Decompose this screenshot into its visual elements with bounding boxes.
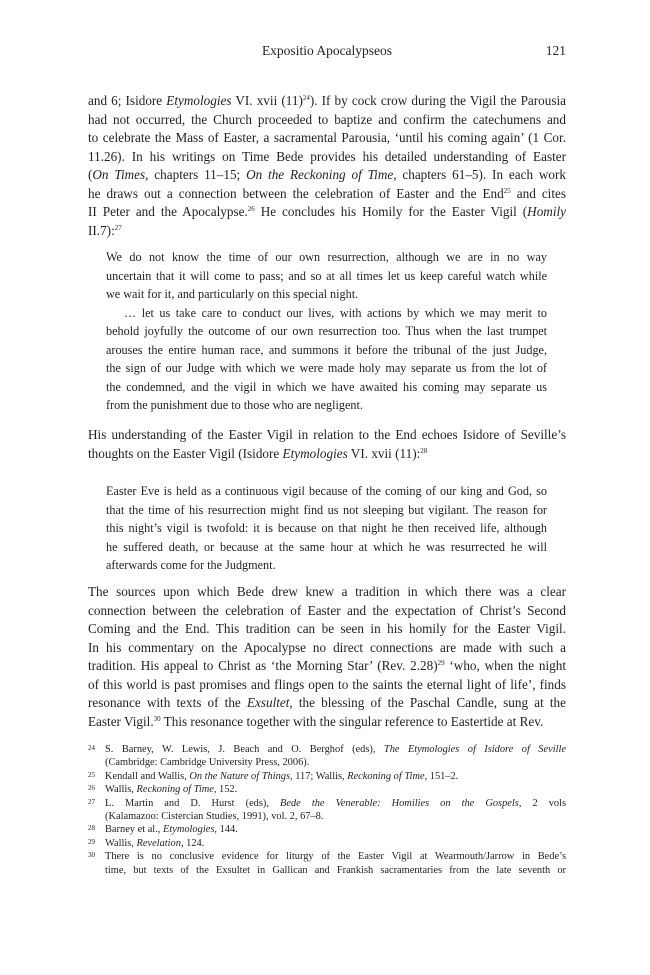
text-line: His understanding of the Easter Vigil in relation to the End echoes Isidore of Seville’s (88, 427, 566, 442)
footnote (88, 850, 566, 877)
text-line: this night’s vigil is twofold: it is because on that night he then received life, although (106, 521, 547, 535)
footnote-text (105, 797, 566, 824)
page-number: 121 (545, 43, 566, 58)
text-line: and 6; Isidore Etymologies VI. xvii $(11)^{24}$). If by cock crow during the Vigil the Parousia (88, 93, 567, 108)
text-line: II.7):$^{27}$ (88, 222, 122, 238)
footnote-number: 25 (88, 770, 95, 779)
footnote-text (105, 837, 566, 850)
text-line: (On Times, chapters 11–15; On the Reckoning of Time, chapters 61–5). In each work (88, 167, 566, 182)
footnote-number: 24 (88, 744, 95, 752)
text-line: Easter Vigil.$^{30}$ This resonance together with the singular reference to Eastertide at Rev. (88, 713, 544, 729)
footnote (88, 770, 566, 783)
text-line: Barney et al., Etymologies, 144. (105, 824, 238, 836)
italic-title: Etymologies (166, 93, 232, 108)
italic-title: Revelation (136, 837, 181, 849)
text-line: Coming and the End. This tradition can be seen in his homily for the Easter Vigil. (88, 621, 566, 636)
text-line: (Cambridge: Cambridge University Press, 2006). (105, 757, 310, 769)
footnote (88, 837, 566, 850)
footnote (88, 823, 566, 836)
footnote-ref[interactable]: 30 (153, 714, 161, 723)
italic-title: Bede the Venerable: Homilies on the Gospels (280, 797, 519, 809)
text-line: arouses the entire human race, and summons it before the tribunal of the just Judge, (106, 342, 547, 357)
footnote-text (105, 743, 566, 770)
italic-title: Etymologies (163, 824, 215, 836)
footnote-number: 26 (88, 784, 95, 793)
footnote (88, 743, 566, 770)
footnote-ref[interactable]: 29 (437, 659, 445, 667)
italic-title: On the Reckoning of Time (246, 167, 394, 182)
text-line: afterwards come for the Judgment. (106, 558, 276, 572)
footnote-text (105, 770, 566, 783)
running-header (88, 43, 566, 63)
footnote-number: 28 (88, 824, 95, 833)
text-line: Wallis, Revelation, 124. (105, 837, 205, 849)
italic-title: The Etymologies of Isidore of Seville (383, 744, 566, 755)
block-quote-isidore (106, 482, 547, 575)
footnote-number: 29 (88, 837, 95, 846)
text-line: had not occurred, the Church proceeded to baptize and confirm the catechumens and (88, 111, 566, 127)
body-paragraph-1 (88, 92, 566, 240)
text-line: L. Martin and D. Hurst (eds), Bede the Venerable: Homilies on the Gospels, 2 vols (105, 797, 567, 809)
text-line: time, but texts of the Exsultet in Gallican and Frankish sacramentaries from the late seventh or (105, 864, 566, 876)
footnote-ref[interactable]: 24 (302, 94, 310, 102)
italic-title: Exsultet (246, 695, 290, 710)
body-paragraph-3 (88, 583, 566, 731)
text-line: he suffered death, or because at the same hour at which he was resurrected he will (106, 539, 547, 554)
italic-title: Reckoning of Time (136, 784, 214, 796)
italic-title: Etymologies (282, 445, 348, 461)
footnote-ref[interactable]: 25 (503, 186, 511, 195)
text-line: Easter Eve is held as a continuous vigil because of the coming of our king and God, so (106, 484, 547, 498)
footnote-text (105, 850, 566, 877)
running-title: Expositio Apocalypseos (261, 43, 393, 58)
footnote-number: 30 (88, 851, 95, 860)
text-line: thoughts on the Easter Vigil (Isidore Etymologies VI. xvii (11):$^{28}$ (88, 445, 428, 461)
block-quote-homily (106, 248, 547, 415)
footnote (88, 783, 566, 796)
italic-title: Homily (527, 204, 566, 219)
text-line: we wait for it, and particularly on this special night. (106, 287, 359, 301)
footnote-text (105, 783, 566, 796)
body-paragraph-2 (88, 426, 566, 463)
text-line: connection between the celebration of Easter and the expectation of Christ’s Second (88, 602, 566, 618)
italic-title: On the Nature of Things (189, 770, 291, 782)
text-line: the sign of our Judge with which we were made holy may separate us from the lot of (106, 361, 547, 375)
italic-title: Reckoning of Time (347, 770, 425, 782)
text-line: from the punishment due to those who are negligent. (106, 398, 363, 412)
text-line: the condemned, and the vigil in which we have awaited his coming may separate us (106, 379, 547, 394)
footnote-ref[interactable]: 26 (247, 205, 255, 213)
text-line: to celebrate the Mass of Easter, a sacramental Parousia, ‘until his coming again’ (1 Cor. (88, 130, 566, 145)
text-line: There is no conclusive evidence for liturgy of the Easter Vigil at Wearmouth/Jarrow in Bede’s (105, 851, 566, 863)
text-line: S. Barney, W. Lewis, J. Beach and O. Berghof (eds), The Etymologies of Isidore of Seville (105, 744, 566, 755)
text-line: Wallis, Reckoning of Time, 152. (105, 784, 238, 796)
text-line: We do not know the time of our own resurrection, although we are in no way (106, 250, 547, 264)
text-line: tradition. His appeal to Christ as ‘the Morning Star’ (Rev. 2.28)$^{29}$ ‘who, when the night (88, 658, 566, 673)
footnote-ref[interactable]: 27 (114, 223, 122, 232)
text-line: … let us take care to conduct our lives, with actions by which we may merit to (124, 305, 547, 320)
footnote-text (105, 823, 566, 836)
footnote (88, 797, 566, 824)
text-line: he draws out a connection between the celebration of Easter and the End$^{25}$ and cites (88, 185, 566, 201)
text-line: that the time of his resurrection might find us not sleeping but vigilant. The reason for (106, 502, 547, 517)
footnote-ref[interactable]: 28 (420, 446, 428, 455)
italic-title: On Times (92, 167, 146, 182)
text-line: of this world is past promises and flings open to the saints the eternal light of life’, finds (88, 676, 566, 692)
text-line: behold joyfully the outcome of our own resurrection too. Thus when the last trumpet (106, 324, 547, 338)
text-line: (Kalamazoo: Cistercian Studies, 1991), vol. 2, 67–8. (105, 811, 324, 823)
text-line: uncertain that it will come to pass; and so at all times let us keep careful watch while (106, 268, 547, 283)
text-line: In his commentary on the Apocalypse no direct connections are made with such a (88, 639, 566, 655)
text-line: resonance with texts of the Exsultet, the blessing of the Paschal Candle, sung at the (88, 695, 566, 710)
footnote-number: 27 (88, 797, 95, 806)
text-line: Kendall and Wallis, On the Nature of Things, 117; Wallis, Reckoning of Time, 151–2. (105, 770, 459, 782)
text-line: The sources upon which Bede drew knew a tradition in which there was a clear (88, 584, 566, 599)
text-line: II Peter and the Apocalypse.$^{26}$ He concludes his Homily for the Easter Vigil (Homily (88, 204, 566, 219)
text-line: 11.26). In his writings on Time Bede provides his detailed understanding of Easter (88, 148, 566, 164)
footnotes (88, 743, 566, 877)
